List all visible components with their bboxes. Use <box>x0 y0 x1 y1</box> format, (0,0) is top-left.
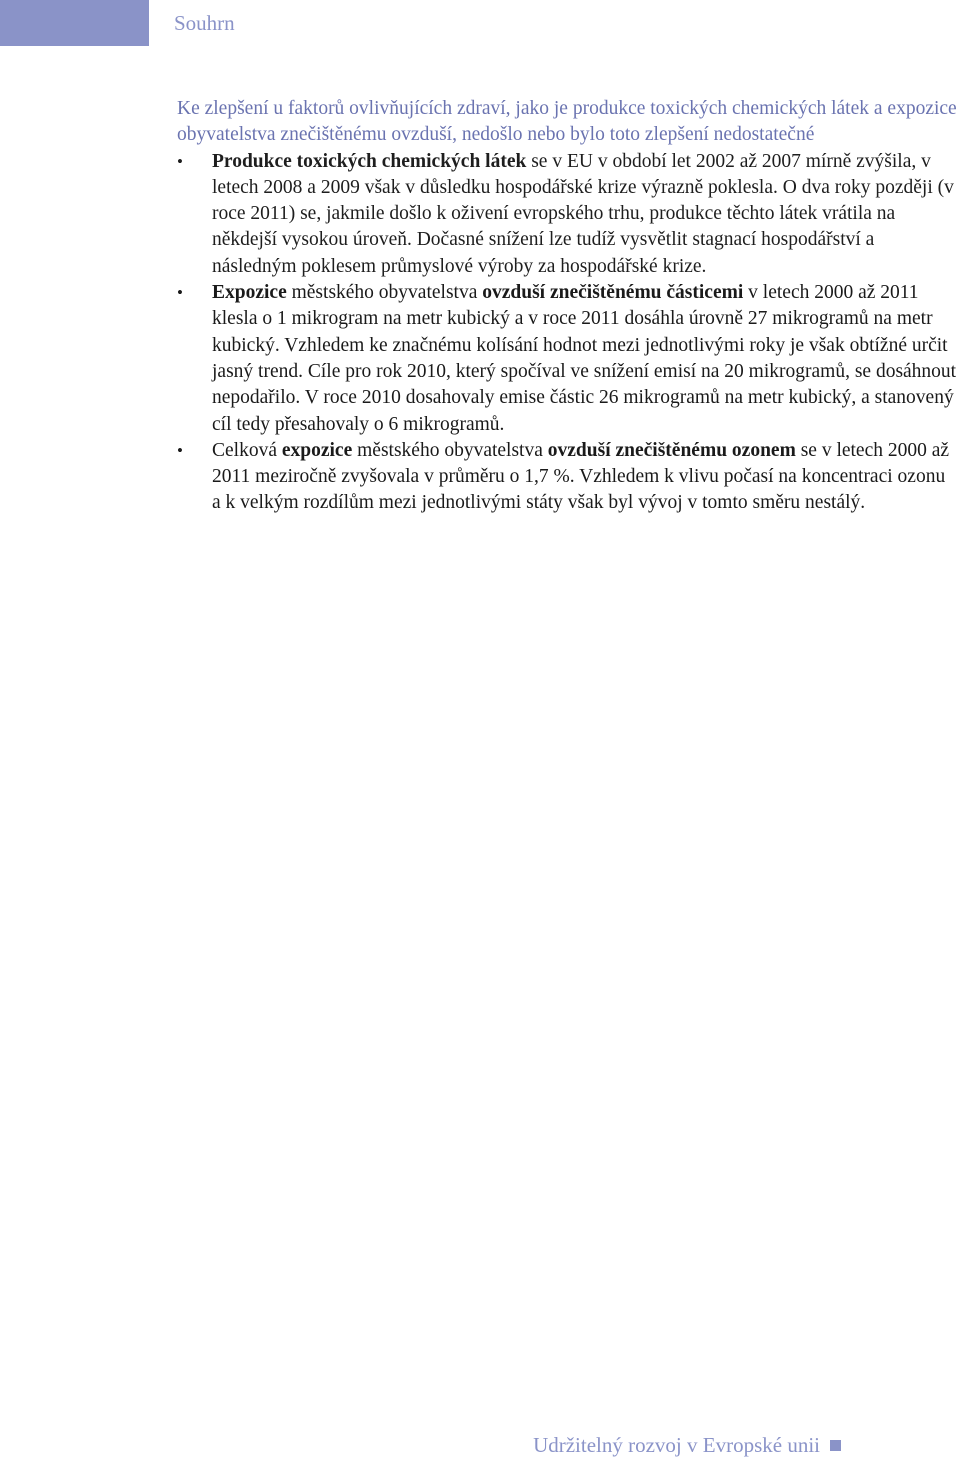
text-run: se v EU v období let 2002 až 2007 mírně zvýšila, v letech 2008 a 2009 však v důsledku hospodářské krize výrazně poklesla. O dva roky později (v roce 2011) se, jakmile došlo k oživení evropského trhu, produkce těchto látek vrátila na někdejší vysokou úroveň. Dočasné snížení lze tudíž vysvětlit stagnací hospodářství a následným poklesem průmyslové výroby za hospodářské krize. <box>212 150 954 277</box>
bold-term: Produkce toxických chemických látek <box>212 150 527 172</box>
bullet-text <box>212 438 957 517</box>
section-title: Souhrn <box>174 11 235 35</box>
bullet-list <box>177 149 957 517</box>
header-color-bar <box>0 0 149 46</box>
bold-term: expozice <box>281 439 353 461</box>
intro-paragraph: Ke zlepšení u faktorů ovlivňujících zdraví, jako je produkce toxických chemických látek a expozice obyvatelstva znečištěnému ovzduší, nedošlo nebo bylo toto zlepšení nedostatečné <box>177 98 957 146</box>
bullet-icon: • <box>177 283 183 303</box>
text-run: městského obyvatelstva <box>286 282 483 304</box>
bold-term: ovzduší znečištěnému ozonem <box>547 439 796 461</box>
footer-square-icon <box>830 1440 841 1451</box>
bullet-item-toxic-chemicals <box>177 149 957 280</box>
bullet-item-particulate-exposure <box>177 280 957 438</box>
bullet-icon: • <box>177 151 183 171</box>
footer-title: Udržitelný rozvoj v Evropské unii <box>533 1433 820 1457</box>
summary-content <box>177 96 957 517</box>
bullet-text <box>212 280 957 438</box>
bullet-icon: • <box>177 440 183 460</box>
bold-term: Expozice <box>212 282 287 304</box>
text-run: Celková <box>212 439 282 461</box>
bullet-text <box>212 149 957 280</box>
bold-term: ovzduší znečištěnému částicemi <box>482 282 744 304</box>
text-run: v letech 2000 až 2011 klesla o 1 mikrogram na metr kubický a v roce 2011 dosáhla úrovně 27 mikrogramů na metr kubický. Vzhledem ke značnému kolísání hodnot mezi jednotlivými roky je však obtížné určit jasný trend. Cíle pro rok 2010, který spočíval ve snížení emisí na 20 mikrogramů, se dosáhnout nepodařilo. V roce 2010 dosahovaly emise částic 26 mikrogramů na metr kubický, a stanovený cíl tedy přesahovaly o 6 mikrogramů. <box>212 282 957 435</box>
text-run: se v letech 2000 až 2011 meziročně zvyšovala v průměru o 1,7 %. Vzhledem k vlivu počasí na koncentraci ozonu a k velkým rozdílům mezi jednotlivými státy však byl vývoj v tomto směru nestálý. <box>212 439 950 514</box>
bullet-item-ozone-exposure <box>177 438 957 517</box>
text-run: městského obyvatelstva <box>352 439 548 461</box>
